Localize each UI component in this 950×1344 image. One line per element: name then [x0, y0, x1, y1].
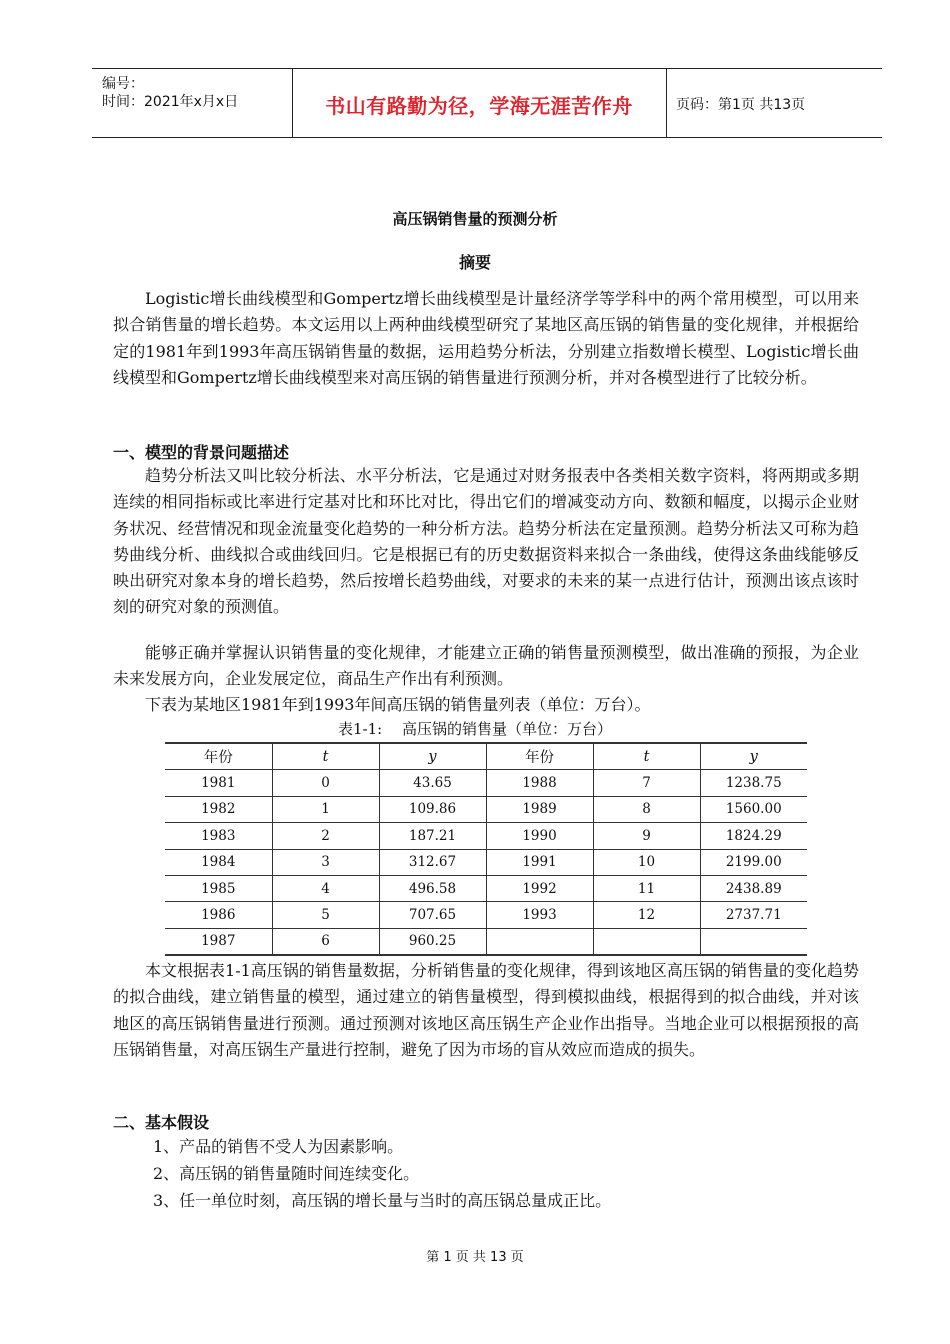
- cell: 11: [593, 875, 700, 901]
- cell: 1993: [486, 902, 593, 928]
- cell: 0: [272, 770, 379, 796]
- table-row: [165, 796, 807, 822]
- cell: 109.86: [379, 796, 486, 822]
- cell: 1: [272, 796, 379, 822]
- table-row: [165, 770, 807, 796]
- cell: [700, 928, 807, 955]
- header-year: 年份: [165, 743, 272, 770]
- cell: 1985: [165, 875, 272, 901]
- header-year: 年份: [486, 743, 593, 770]
- table-row: [165, 849, 807, 875]
- cell: 12: [593, 902, 700, 928]
- header-y: y: [379, 743, 486, 770]
- section2-heading: 二、基本假设: [113, 1113, 210, 1132]
- page-footer: 第 1 页 共 13 页: [426, 1250, 524, 1265]
- table-row: [165, 928, 807, 955]
- cell: 1824.29: [700, 823, 807, 849]
- cell: 1991: [486, 849, 593, 875]
- header-motto-cell: [292, 69, 667, 137]
- header-t: t: [272, 743, 379, 770]
- table-row: [165, 902, 807, 928]
- section1-paragraph-1: 趋势分析法又叫比较分析法、水平分析法，它是通过对财务报表中各类相关数字资料，将两期或多期连续的相同指标或比率进行定基对比和环比对比，得出它们的增减变动方向、数额和幅度，以揭示企业财务状况、经营情况和现金流量变化趋势的一种分析方法。趋势分析法在定量预测。趋势分析法又可称为趋势曲线分析、曲线拟合或曲线回归。它是根据已有的历史数据资料来拟合一条曲线，使得这条曲线能够反映出研究对象本身的增长趋势，然后按增长趋势曲线，对要求的未来的某一点进行估计，预测出该点该时刻的研究对象的预测值。: [113, 466, 859, 617]
- post-table-paragraph: 本文根据表1-1高压锅的销售量数据，分析销售量的变化规律，得到该地区高压锅的销售量的变化趋势的拟合曲线，建立销售量的模型，通过建立的销售量模型，得到模拟曲线，根据得到的拟合曲线，并对该地区的高压锅销售量进行预测。通过预测对该地区高压锅生产企业作出指导。当地企业可以根据预报的高压锅销售量，对高压锅生产量进行控制，避免了因为市场的盲从效应而造成的损失。: [113, 961, 859, 1059]
- cell: 10: [593, 849, 700, 875]
- assumption-item: 2、高压锅的销售量随时间连续变化。: [153, 1164, 420, 1183]
- cell: 4: [272, 875, 379, 901]
- cell: 6: [272, 928, 379, 955]
- cell: 2438.89: [700, 875, 807, 901]
- page-label: 页码：第1页 共13页: [676, 97, 806, 113]
- assumption-item: 3、任一单位时刻，高压锅的增长量与当时的高压锅总量成正比。: [153, 1191, 612, 1210]
- cell: 7: [593, 770, 700, 796]
- cell: 1989: [486, 796, 593, 822]
- cell: 1986: [165, 902, 272, 928]
- table-header-row: [165, 743, 807, 770]
- cell: 1984: [165, 849, 272, 875]
- date-label: 时间：2021年x月x日: [102, 94, 239, 110]
- cell: 960.25: [379, 928, 486, 955]
- motto: 书山有路勤为径，学海无涯苦作舟: [325, 94, 633, 118]
- header-t: t: [593, 743, 700, 770]
- section1-heading: 一、模型的背景问题描述: [113, 443, 290, 462]
- cell: 1987: [165, 928, 272, 955]
- assumption-item: 1、产品的销售不受人为因素影响。: [153, 1137, 404, 1156]
- cell: [486, 928, 593, 955]
- document-title: 高压锅销售量的预测分析: [392, 210, 558, 228]
- table-row: [165, 875, 807, 901]
- header-meta: [92, 69, 293, 137]
- cell: 187.21: [379, 823, 486, 849]
- header-page-cell: [666, 69, 882, 137]
- cell: 312.67: [379, 849, 486, 875]
- cell: 707.65: [379, 902, 486, 928]
- cell: 1981: [165, 770, 272, 796]
- section1-paragraph-3: 下表为某地区1981年到1993年间高压锅的销售量列表（单位：万台）。: [145, 695, 651, 714]
- table-caption: 表1-1: 高压锅的销售量（单位：万台）: [338, 720, 612, 738]
- cell: 2737.71: [700, 902, 807, 928]
- abstract-heading: 摘要: [458, 253, 491, 272]
- cell: 3: [272, 849, 379, 875]
- cell: 1982: [165, 796, 272, 822]
- abstract-paragraph: Logistic增长曲线模型和Gompertz增长曲线模型是计量经济学等学科中的两个常用模型，可以用来拟合销售量的增长趋势。本文运用以上两种曲线模型研究了某地区高压锅的销售量的变化规律，并根据给定的1981年到1993年高压锅销售量的数据，运用趋势分析法，分别建立指数增长模型、Logistic增长曲线模型和Gompertz增长曲线模型来对高压锅的销售量进行预测分析，并对各模型进行了比较分析。: [113, 289, 859, 387]
- cell: 2: [272, 823, 379, 849]
- cell: [593, 928, 700, 955]
- header-y: y: [700, 743, 807, 770]
- number-label: 编号：: [102, 76, 144, 92]
- cell: 8: [593, 796, 700, 822]
- cell: 1992: [486, 875, 593, 901]
- cell: 1238.75: [700, 770, 807, 796]
- cell: 496.58: [379, 875, 486, 901]
- cell: 1990: [486, 823, 593, 849]
- cell: 1988: [486, 770, 593, 796]
- section1-paragraph-2: 能够正确并掌握认识销售量的变化规律，才能建立正确的销售量预测模型，做出准确的预报，为企业未来发展方向，企业发展定位，商品生产作出有利预测。: [113, 643, 859, 689]
- page-header: [92, 68, 882, 138]
- sales-table: [165, 742, 807, 956]
- cell: 5: [272, 902, 379, 928]
- cell: 1983: [165, 823, 272, 849]
- cell: 1560.00: [700, 796, 807, 822]
- table-row: [165, 823, 807, 849]
- cell: 43.65: [379, 770, 486, 796]
- cell: 9: [593, 823, 700, 849]
- cell: 2199.00: [700, 849, 807, 875]
